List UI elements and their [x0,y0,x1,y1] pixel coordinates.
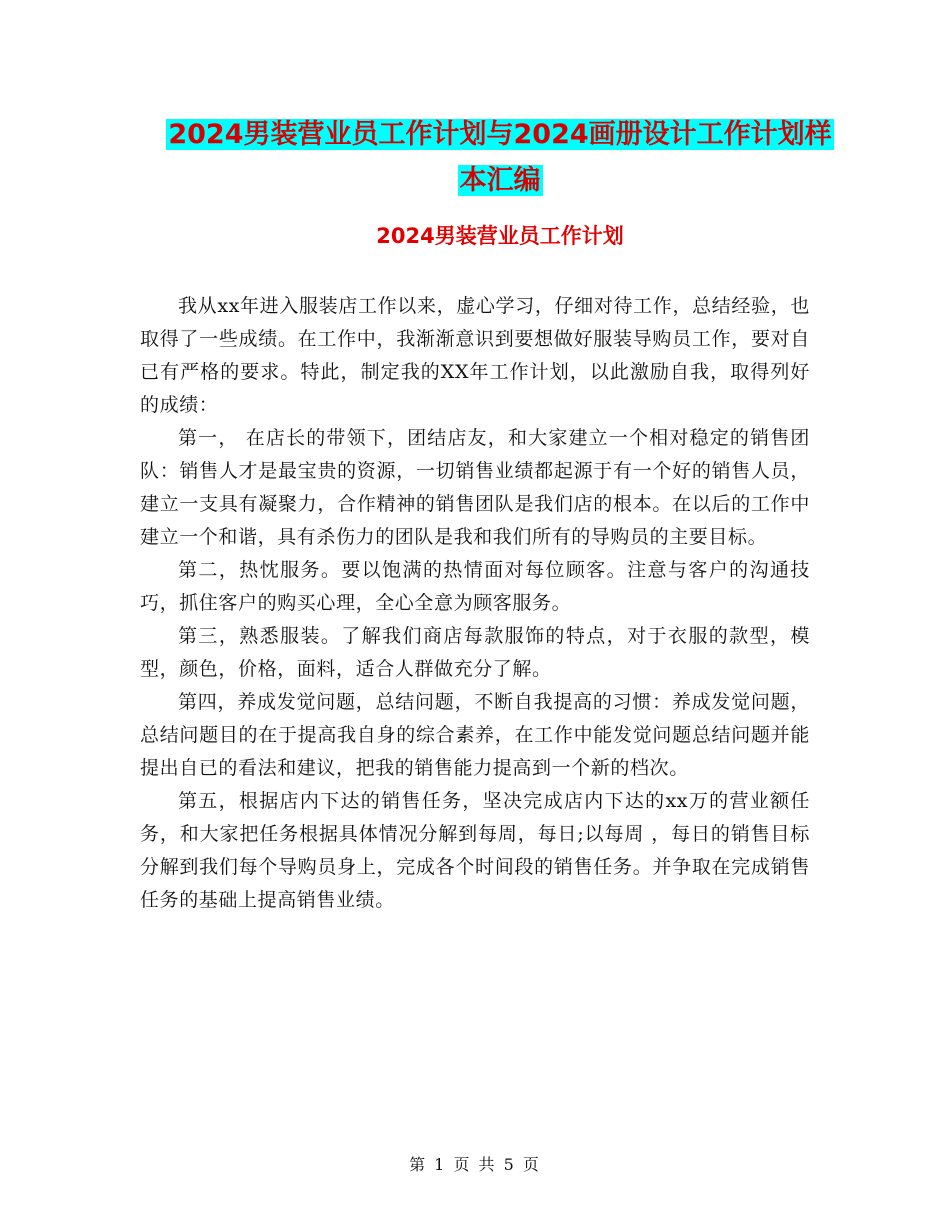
page-footer: 第 1 页 共 5 页 [409,1155,541,1174]
document-title-line-1: 2024男装营业员工作计划与2024画册设计工作计划样 [168,119,832,150]
document-body [140,290,810,917]
paragraph-fourth: 第四，养成发觉问题，总结问题，不断自我提高的习惯：养成发觉问题，总结问题目的在于提高我自身的综合素养，在工作中能发觉问题总结问题并能提出自已的看法和建议，把我的销售能力提高到一个新的档次。 [140,691,810,779]
section-title: 2024男装营业员工作计划 [376,224,624,248]
paragraph-intro: 我从xx年进入服装店工作以来，虚心学习，仔细对待工作，总结经验，也取得了一些成绩。在工作中，我渐渐意识到要想做好服装导购员工作，要对自已有严格的要求。特此，制定我的XX年工作计划，以此激励自我，取得列好的成绩： [140,295,810,416]
paragraph-first: 第一， 在店长的带领下，团结店友，和大家建立一个相对稳定的销售团队：销售人才是最宝贵的资源，一切销售业绩都起源于有一个好的销售人员，建立一支具有凝聚力，合作精神的销售团队是我们店的根本。在以后的工作中建立一个和谐，具有杀伤力的团队是我和我们所有的导购员的主要目标。 [140,427,810,548]
paragraph-fifth: 第五，根据店内下达的销售任务，坚决完成店内下达的xx万的营业额任务，和大家把任务根据具体情况分解到每周，每日;以每周 ，每日的销售目标分解到我们每个导购员身上，完成各个时间段的销售任务。并争取在完成销售任务的基础上提高销售业绩。 [140,790,810,911]
document-title [140,112,860,204]
paragraph-second: 第二，热忱服务。要以饱满的热情面对每位顾客。注意与客户的沟通技巧，抓住客户的购买心理，全心全意为顾客服务。 [140,559,810,614]
document-title-line-2: 本汇编 [459,165,541,196]
paragraph-third: 第三，熟悉服装。了解我们商店每款服饰的特点，对于衣服的款型，模型，颜色，价格，面料，适合人群做充分了解。 [140,625,810,680]
